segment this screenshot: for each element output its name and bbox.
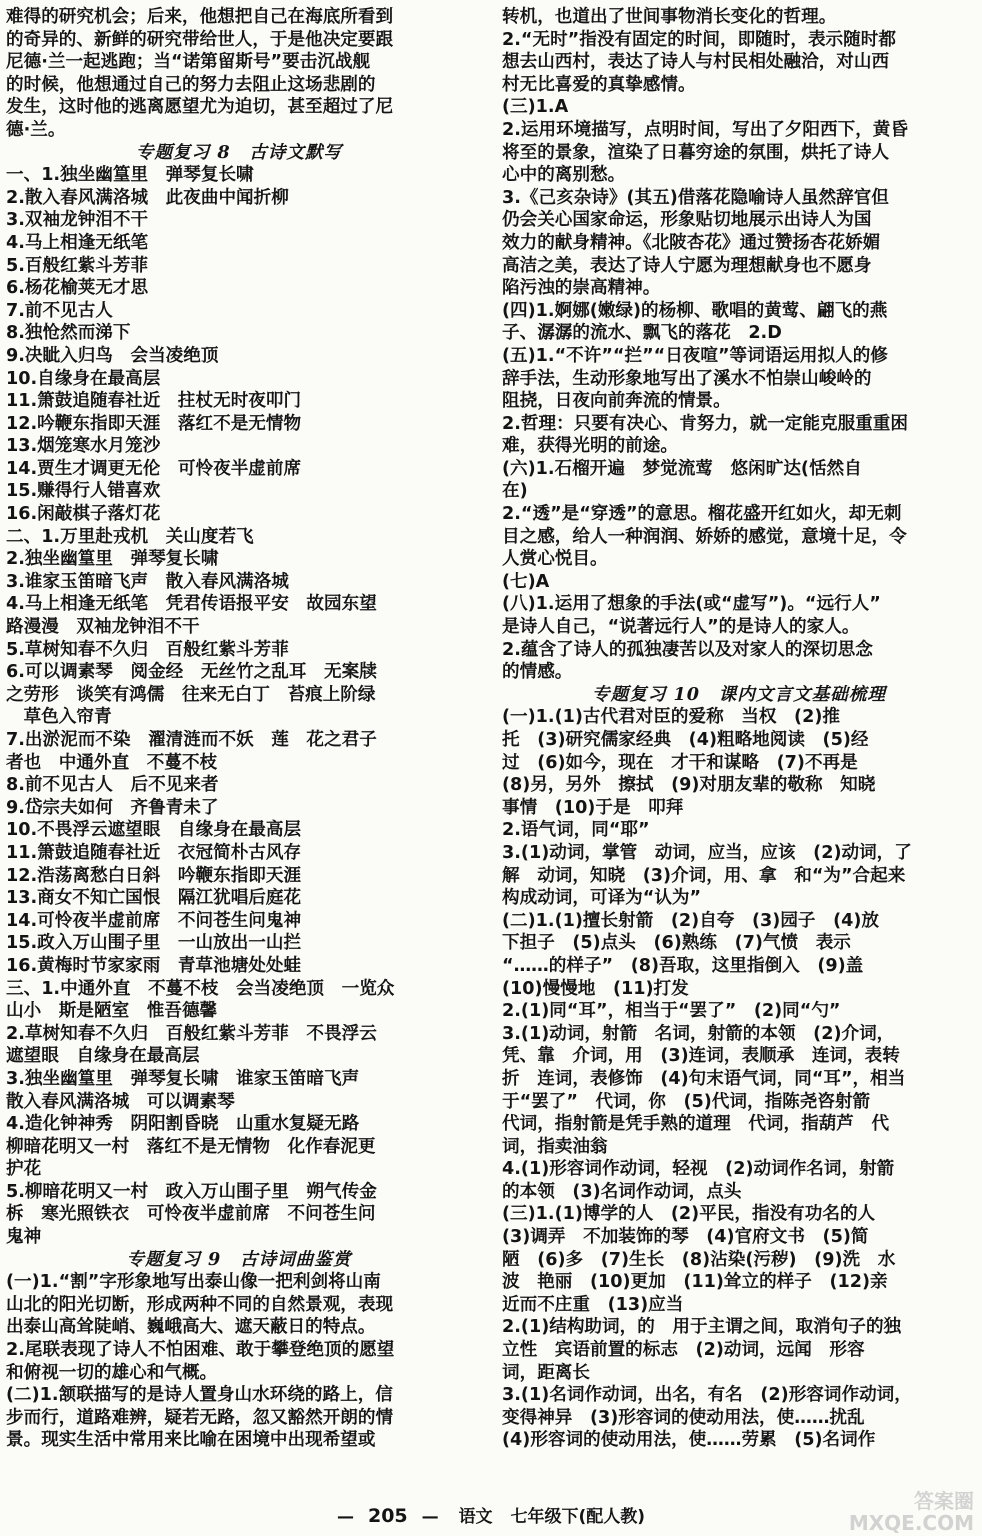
text-line: 6.杨花榆荚无才思 xyxy=(6,278,149,299)
text-line: 3.独坐幽篁里 弹琴复长啸 谁家玉笛暗飞声 xyxy=(6,1068,360,1089)
text-line: 托 (3)研究儒家经典 (4)粗略地阅读 (5)经 xyxy=(502,730,869,750)
text-line: 9.岱宗夫如何 齐鲁青未了 xyxy=(6,797,219,818)
text-line: 15.政入万山围子里 一山放出一山拦 xyxy=(6,933,302,954)
text-line: 转机，也道出了世间事物消长变化的哲理。 xyxy=(502,7,837,27)
section-heading: 专题复习 9 古诗词曲鉴赏 xyxy=(126,1248,352,1270)
text-line: 近而不庄重 (13)应当 xyxy=(502,1294,684,1315)
text-line: 8.独怆然而涕下 xyxy=(6,323,131,344)
text-line: (二)1.颔联描写的是诗人置身山水环绕的路上，信 xyxy=(6,1385,393,1406)
text-line: 变得神异 (3)形容词的使动用法，使……扰乱 xyxy=(502,1407,865,1428)
text-line: 5.草树知春不久归 百般红紫斗芳菲 xyxy=(6,639,289,660)
text-line: 者也 中通外直 不蔓不枝 xyxy=(6,752,218,773)
text-line: 14.贾生才调更无伦 可怜夜半虚前席 xyxy=(6,458,302,479)
text-line: 人赏心悦目。 xyxy=(502,549,608,570)
text-line: 词，指卖油翁 xyxy=(502,1136,608,1157)
text-line: 2.(1)结构助词，的 用于主谓之间，取消句子的独 xyxy=(502,1317,902,1338)
text-line: (8)另，另外 擦拭 (9)对朋友辈的敬称 知晓 xyxy=(502,775,876,796)
text-line: 3.(1)动词，射箭 名词，射箭的本领 (2)介词， xyxy=(502,1023,895,1044)
text-line: (一)1.“割”字形象地写出泰山像一把利剑将山南 xyxy=(6,1272,381,1293)
text-line: 8.前不见古人 后不见来者 xyxy=(6,775,219,796)
text-line: 二、1.万里赴戎机 关山度若飞 xyxy=(6,526,254,547)
text-line: 之劳形 谈笑有鸿儒 往来无白丁 苔痕上阶绿 xyxy=(6,684,376,705)
section-heading: 专题复习 10 课内文言文基础梳理 xyxy=(592,683,886,705)
text-line: 高洁之美，表达了诗人宁愿为理想献身也不愿身 xyxy=(502,255,872,276)
text-line: 难，获得光明的前途。 xyxy=(502,436,678,457)
text-line: 想去山西村，表达了诗人与村民相处融洽，对山西 xyxy=(502,52,890,73)
text-line: 路漫漫 双袖龙钟泪不干 xyxy=(6,617,200,638)
text-line: 山小 斯是陋室 惟吾德馨 xyxy=(6,1001,218,1022)
text-line: 一、1.独坐幽篁里 弹琴复长啸 xyxy=(6,165,254,186)
text-line: 折 连词，表修饰 (4)句末语气词，同“耳”，相当 xyxy=(502,1068,906,1089)
text-line: 2.尾联表现了诗人不怕困难、敢于攀登绝顶的愿望 xyxy=(6,1340,395,1361)
text-line: 3.谁家玉笛暗飞声 散入春风满洛城 xyxy=(6,571,289,592)
text-line: 16.黄梅时节家家雨 青草池塘处处蛙 xyxy=(6,955,302,976)
text-line: 词，距离长 xyxy=(502,1362,590,1383)
text-line: 7.前不见古人 xyxy=(6,300,113,321)
text-line: 村无比喜爱的真挚感情。 xyxy=(502,74,696,95)
text-line: 阻挠，日夜向前奔流的情景。 xyxy=(502,391,731,412)
text-line: 11.箫鼓追随春社近 拄杖无时夜叩门 xyxy=(6,391,302,412)
text-line: 3.《己亥杂诗》(其五)借落花隐喻诗人虽然辞官但 xyxy=(502,187,889,208)
text-line: 13.商女不知亡国恨 隔江犹唱后庭花 xyxy=(6,888,302,909)
text-line: 2.语气词，同“耶” xyxy=(502,820,650,841)
text-line: 是诗人自己，“说著远行人”的是诗人的家人。 xyxy=(502,617,860,638)
page-footer: — 205 — 语文 七年级下(配人教) xyxy=(336,1505,646,1527)
text-line: 的奇异的、新鲜的研究带给世人，于是他决定要跟 xyxy=(6,29,394,50)
text-line: 尼德·兰一起逃跑；当“诺第留斯号”要击沉战舰 xyxy=(6,52,371,73)
text-line: 步而行，道路难辨，疑若无路，忽又豁然开朗的情 xyxy=(6,1407,394,1428)
text-line: 解 动词，知晓 (3)介词，用、拿 和“为”合起来 xyxy=(502,865,906,886)
text-line: 代词，指射箭是凭手熟的道理 代词，指葫芦 代 xyxy=(502,1114,890,1135)
text-line: 事情 (10)于是 叩拜 xyxy=(502,797,684,818)
text-line: 2.“无时”指没有固定的时间，即随时，表示随时都 xyxy=(502,29,896,50)
text-line: 陷污浊的崇高精神。 xyxy=(502,278,661,299)
text-line: 4.造化钟神秀 阴阳割昏晓 山重水复疑无路 xyxy=(6,1114,360,1135)
text-line: 难得的研究机会；后来，他想把自己在海底所看到 xyxy=(6,7,394,27)
text-line: 遮望眼 自缘身在最高层 xyxy=(6,1046,200,1067)
text-line: 鬼神 xyxy=(6,1227,42,1248)
text-line: 子、潺潺的流水、飘飞的落花 2.D xyxy=(502,323,782,344)
text-line: (二)1.(1)擅长射箭 (2)自夸 (3)园子 (4)放 xyxy=(502,910,880,931)
text-line: 13.烟笼寒水月笼沙 xyxy=(6,436,161,457)
text-line: 11.箫鼓追随春社近 衣冠简朴古风存 xyxy=(6,842,302,863)
text-line: 辞手法，生动形象地写出了溪水不怕崇山峻岭的 xyxy=(502,368,872,389)
subject-label: 语文 xyxy=(458,1507,493,1527)
text-line: 凭、靠 介词，用 (3)连词，表顺承 连词，表转 xyxy=(502,1046,900,1067)
text-line: 2.“透”是“穿透”的意思。榴花盛开红如火，却无刺 xyxy=(502,504,902,525)
text-line: (三)1.(1)博学的人 (2)平民，指没有功名的人 xyxy=(502,1204,876,1225)
page-number: 205 xyxy=(367,1505,408,1527)
text-line: 2.运用环境描写，点明时间，写出了夕阳西下，黄昏 xyxy=(502,119,908,140)
text-line: 2.(1)同“耳”，相当于“罢了” (2)同“勺” xyxy=(502,1001,841,1022)
text-line: 15.赚得行人错喜欢 xyxy=(6,481,161,502)
watermark-logo-icon: 答案圈 MXQE.COM xyxy=(848,1489,974,1535)
text-line: 景。现实生活中常用来比喻在困境中出现希望或 xyxy=(6,1430,376,1451)
text-line: 12.吟鞭东指即天涯 落红不是无情物 xyxy=(6,413,302,434)
text-line: 14.可怜夜半虚前席 不问苍生问鬼神 xyxy=(6,910,302,931)
text-line: 发生，这时他的逃离愿望尤为迫切，甚至超过了尼 xyxy=(6,97,394,118)
text-line: 仍会关心国家命运，形象贴切地展示出诗人为国 xyxy=(502,210,872,231)
text-line: 目之感，给人一种润润、娇娇的感觉，意境十足，令 xyxy=(502,526,907,547)
text-line: 柳暗花明又一村 落红不是无情物 化作春泥更 xyxy=(6,1136,376,1157)
text-line: 效力的献身精神。《北陂杏花》通过赞扬杏花娇媚 xyxy=(502,232,881,253)
text-line: 3.(1)动词，掌管 动词，应当，应该 (2)动词，了 xyxy=(502,842,912,863)
text-line: 5.柳暗花明又一村 政入万山围子里 朔气传金 xyxy=(6,1181,377,1202)
text-line: (六)1.石榴开遍 梦觉流莺 悠闲旷达(恬然自 xyxy=(502,458,862,479)
text-line: 2.独坐幽篁里 弹琴复长啸 xyxy=(6,549,219,570)
left-column xyxy=(6,6,472,1452)
text-line: 3.双袖龙钟泪不干 xyxy=(6,210,149,231)
text-line: 山北的阳光切断，形成两种不同的自然景观，表现 xyxy=(6,1294,394,1315)
text-line: (4)形容词的使动用法，使……劳累 (5)名词作 xyxy=(502,1430,876,1451)
text-line: 立性 宾语前置的标志 (2)动词，远闻 形容 xyxy=(502,1340,865,1361)
text-line: 波 艳丽 (10)更加 (11)耸立的样子 (12)亲 xyxy=(502,1272,888,1293)
text-line: 柝 寒光照铁衣 可怜夜半虚前席 不问苍生问 xyxy=(6,1204,376,1225)
text-line: (3)调弄 不加装饰的琴 (4)官府文书 (5)简 xyxy=(502,1227,869,1248)
text-line: (八)1.运用了想象的手法(或“虚写”)。“远行人” xyxy=(502,594,881,615)
text-line: 护花 xyxy=(6,1159,42,1180)
text-line: 在) xyxy=(502,481,528,502)
text-line: 于“罢了” 代词，你 (5)代词，指陈尧咨射箭 xyxy=(502,1091,871,1112)
text-line: 的时候，他想通过自己的努力去阻止这场悲剧的 xyxy=(6,74,376,95)
text-line: (七)A xyxy=(502,571,550,592)
text-line: 和俯视一切的雄心和气概。 xyxy=(6,1362,218,1383)
text-line: 4.马上相逢无纸笔 xyxy=(6,232,149,253)
section-heading: 专题复习 8 古诗文默写 xyxy=(135,141,343,163)
text-line: 德·兰。 xyxy=(6,119,66,140)
text-line: 将至的景象，渲染了日暮穷途的氛围，烘托了诗人 xyxy=(502,142,890,163)
text-line: “……的样子” (8)吾取，这里指倒入 (9)盖 xyxy=(502,955,864,976)
text-line: 3.(1)名词作动词，出名，有名 (2)形容词作动词， xyxy=(502,1385,912,1406)
text-line: 2.哲理：只要有决心、肯努力，就一定能克服重重困 xyxy=(502,413,908,434)
text-line: 下担子 (5)点头 (6)熟练 (7)气愤 表示 xyxy=(502,933,851,954)
text-line: (三)1.A xyxy=(502,97,569,118)
text-line: 三、1.中通外直 不蔓不枝 会当凌绝顶 一览众 xyxy=(6,978,395,999)
text-line: 2.散入春风满洛城 此夜曲中闻折柳 xyxy=(6,187,289,208)
text-line: 出泰山高耸陡峭、巍峨高大、遮天蔽日的特点。 xyxy=(6,1317,376,1338)
text-line: 草色入帘青 xyxy=(6,707,112,728)
text-line: (10)慢慢地 (11)打发 xyxy=(502,978,689,999)
text-line: 陋 (6)多 (7)生长 (8)沾染(污秽) (9)洗 水 xyxy=(502,1249,896,1270)
text-line: 9.决眦入归鸟 会当凌绝顶 xyxy=(6,345,219,366)
grade-label: 七年级下(配人教) xyxy=(510,1507,646,1527)
text-line: 16.闲敲棋子落灯花 xyxy=(6,504,161,525)
text-line: 过 (6)如今，现在 才干和谋略 (7)不再是 xyxy=(502,752,858,773)
text-line: 5.百般红紫斗芳菲 xyxy=(6,255,149,276)
text-line: 4.(1)形容词作动词，轻视 (2)动词作名词，射箭 xyxy=(502,1159,895,1180)
text-line: 10.不畏浮云遮望眼 自缘身在最高层 xyxy=(6,820,302,841)
text-line: (五)1.“不许”“拦”“日夜喧”等词语运用拟人的修 xyxy=(502,345,888,366)
text-line: (一)1.(1)古代君对臣的爱称 当权 (2)推 xyxy=(502,707,840,728)
text-line: (四)1.婀娜(嫩绿)的杨柳、歌唱的黄莺、翩飞的燕 xyxy=(502,300,888,321)
text-line: 7.出淤泥而不染 濯清涟而不妖 莲 花之君子 xyxy=(6,730,377,750)
text-line: 2.蕴含了诗人的孤独凄苦以及对家人的深切思念 xyxy=(502,639,873,660)
text-line: 12.浩荡离愁白日斜 吟鞭东指即天涯 xyxy=(6,865,302,886)
text-line: 散入春风满洛城 可以调素琴 xyxy=(6,1091,235,1112)
text-line: 的本领 (3)名词作动词，点头 xyxy=(502,1181,742,1202)
text-line: 6.可以调素琴 阅金经 无丝竹之乱耳 无案牍 xyxy=(6,662,377,683)
text-line: 10.自缘身在最高层 xyxy=(6,368,161,389)
text-line: 的情感。 xyxy=(502,662,573,683)
right-column xyxy=(502,6,976,1452)
text-line: 心中的离别愁。 xyxy=(502,165,626,186)
text-line: 4.马上相逢无纸笔 凭君传语报平安 故园东望 xyxy=(6,594,377,615)
text-line: 构成动词，可译为“认为” xyxy=(502,888,702,909)
text-line: 2.草树知春不久归 百般红紫斗芳菲 不畏浮云 xyxy=(6,1023,377,1044)
